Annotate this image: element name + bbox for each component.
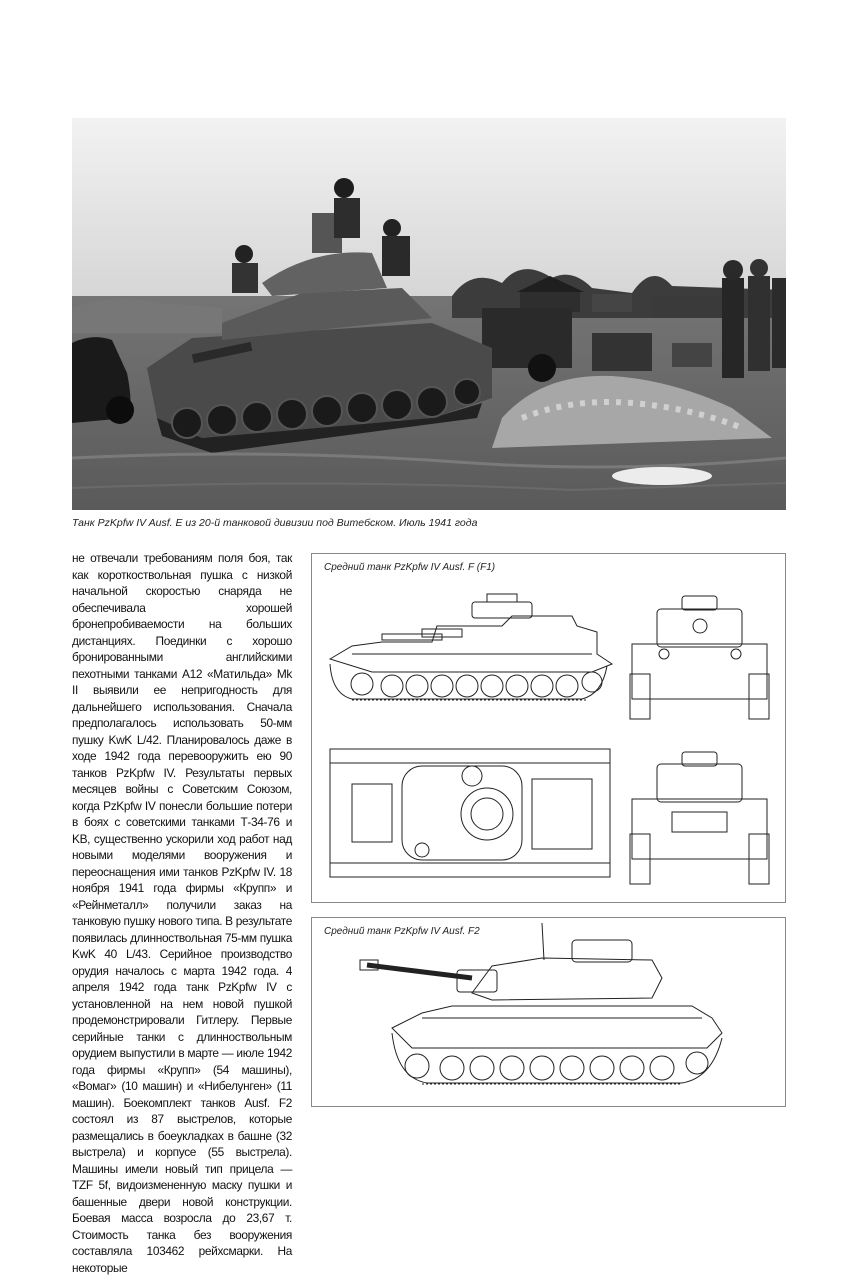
- side-view-drawing: [330, 594, 612, 700]
- panel-title-f2: Средний танк PzKpfw IV Ausf. F2: [324, 926, 480, 937]
- tank-drawing-f2: [312, 918, 785, 1106]
- body-paragraph: не отвечали требованиям поля боя, так как короткоствольная пушка с низкой начальной скоростью снаряда не обеспечивала хорошей бронепробиваемости на больших дистанциях. Поединки с хорошо бронированными английскими пехотными танками A12 «Матильда» Mk II выявили ее непригодность для дальнейшего использования. Сначала предполагалось использовать 50-мм пушку KwK L/42. Планировалось даже в ходе 1942 года перевооружить ею 90 танков PzKpfw IV. Результаты первых месяцев войны с Советским Союзом, когда PzKpfw IV понесли большие потери в боях с советскими танками Т-34-76 и KB, существенно ускорили ход работ над новыми моделями вооружения и переоснащения ими танков PzKpfw IV. 18 ноября 1941 года фирмы «Крупп» и «Рейнметалл» получили заказ на танковую пушку нового типа. В результате появилась длинноствольная 75-мм пушка KwK 40 L/43. Серийное производство орудия началось с марта 1942 года. 4 апреля 1942 года танк PzKpfw IV с установленной на нем новой пушкой продемонстрировали Гитлеру. Первые серийные танки с длинноствольным орудием выпустили в марте — июле 1942 года фирмы «Крупп» (54 машины), «Вомаг» (10 машин) и «Нибелунген» (11 машин). Боекомплект танков Ausf. F2 состоял из 87 выстрелов, которые размещались в боеукладках в башне (32 выстрела) и корпусе (55 выстрела). Машины имели новый тип прицела — TZF 5f, видоизмененную маску пушки и башенные двери новой конструкции. Боевая масса возросла до 23,67 т. Стоимость танка без вооружения составляла 103462 рейхсмарки. На некоторые: [72, 551, 292, 1275]
- body-text-column: [72, 550, 292, 1276]
- drawing-panel-ausf-f2: [311, 917, 786, 1107]
- front-view-drawing: [630, 596, 769, 719]
- top-view-drawing: [330, 749, 610, 877]
- rear-view-drawing: [630, 752, 769, 884]
- drawing-panel-ausf-f: [311, 553, 786, 903]
- tank-drawings-f1: [312, 554, 785, 902]
- panel-title-f1: Средний танк PzKpfw IV Ausf. F (F1): [324, 562, 496, 573]
- photo-caption: Танк PzKpfw IV Ausf. E из 20-й танковой дивизии под Витебском. Июль 1941 года: [72, 517, 478, 529]
- tank-photograph: [72, 118, 786, 510]
